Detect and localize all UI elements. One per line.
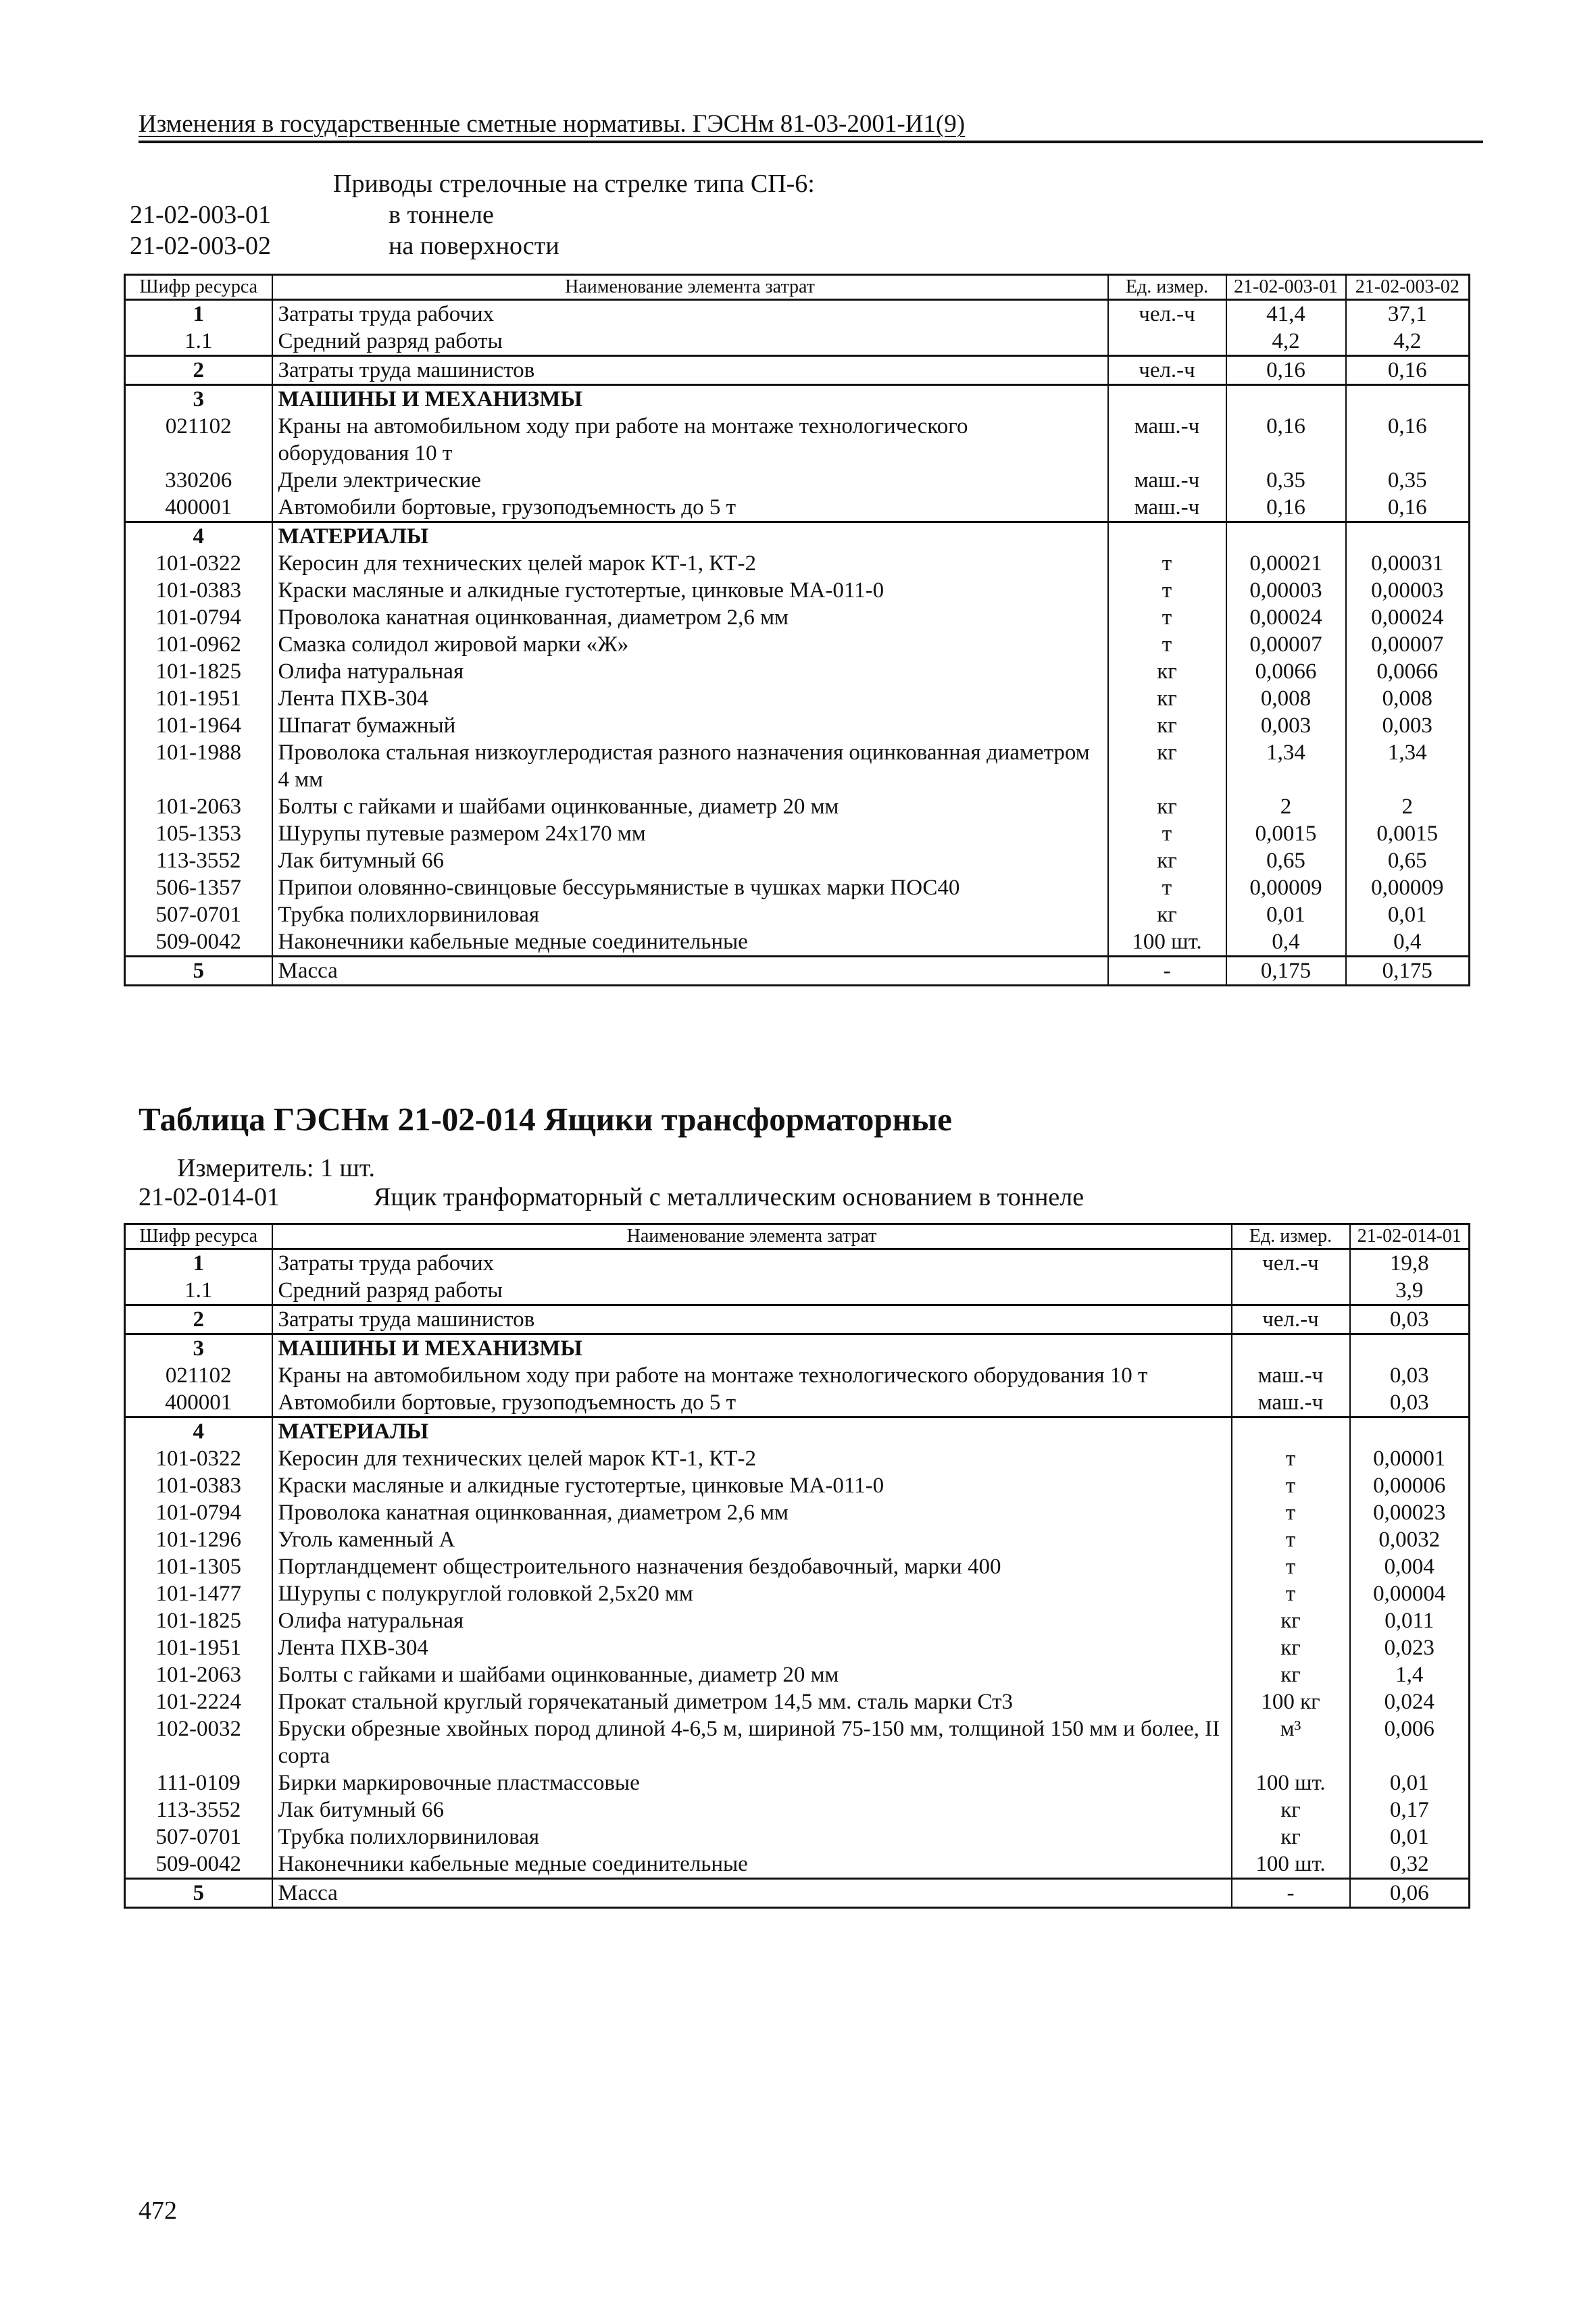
unit-cell: кг bbox=[1108, 739, 1226, 793]
unit-cell: - bbox=[1232, 1879, 1350, 1908]
value-cell-v1: 0,00009 bbox=[1226, 874, 1346, 901]
resource-code-cell: 113-3552 bbox=[125, 847, 272, 874]
cost-element-name-cell: Болты с гайками и шайбами оцинкованные, диаметр 20 мм bbox=[272, 1661, 1232, 1688]
table-row bbox=[125, 467, 1470, 494]
value-cell-v1: 0,32 bbox=[1350, 1851, 1470, 1879]
value-cell-v2: 1,34 bbox=[1346, 739, 1470, 793]
cost-element-name-cell: Лента ПХВ-304 bbox=[272, 1634, 1232, 1661]
value-cell-v1: 0,03 bbox=[1350, 1389, 1470, 1417]
table-row bbox=[125, 413, 1470, 467]
unit-cell: кг bbox=[1232, 1607, 1350, 1634]
value-cell-v1: 0,35 bbox=[1226, 467, 1346, 494]
value-cell-v1: 4,2 bbox=[1226, 328, 1346, 356]
cost-element-name-cell: Затраты труда рабочих bbox=[272, 1249, 1232, 1278]
col-header-unit: Ед. измер. bbox=[1108, 275, 1226, 300]
value-cell-v2: 0,01 bbox=[1346, 901, 1470, 928]
table-row bbox=[125, 1715, 1470, 1769]
cost-element-name-cell: Масса bbox=[272, 1879, 1232, 1908]
cost-element-name-cell: Шурупы с полукруглой головкой 2,5х20 мм bbox=[272, 1580, 1232, 1607]
resource-code-cell: 1 bbox=[125, 300, 272, 328]
table-row bbox=[125, 550, 1470, 577]
unit-cell: кг bbox=[1108, 793, 1226, 820]
value-cell-v1: 0,004 bbox=[1350, 1553, 1470, 1580]
unit-cell: кг bbox=[1108, 712, 1226, 739]
unit-cell: т bbox=[1108, 604, 1226, 631]
cost-element-name-cell: Керосин для технических целей марок КТ-1, КТ-2 bbox=[272, 1445, 1232, 1472]
resource-code-cell: 101-1305 bbox=[125, 1553, 272, 1580]
col-header-v1: 21-02-003-01 bbox=[1226, 275, 1346, 300]
table-row bbox=[125, 1769, 1470, 1796]
table-row bbox=[125, 1417, 1470, 1446]
cost-element-name-cell: МАТЕРИАЛЫ bbox=[272, 1417, 1232, 1446]
cost-element-name-cell: Шпагат бумажный bbox=[272, 712, 1108, 739]
unit-cell: чел.-ч bbox=[1108, 300, 1226, 328]
unit-cell: т bbox=[1232, 1445, 1350, 1472]
resource-code-cell: 101-1296 bbox=[125, 1526, 272, 1553]
value-cell-v1: 0,65 bbox=[1226, 847, 1346, 874]
resource-code-cell: 509-0042 bbox=[125, 928, 272, 957]
value-cell-v2 bbox=[1346, 522, 1470, 551]
resource-code-cell: 1.1 bbox=[125, 328, 272, 356]
unit-cell: кг bbox=[1232, 1634, 1350, 1661]
value-cell-v2: 0,16 bbox=[1346, 356, 1470, 385]
value-cell-v1: 0,16 bbox=[1226, 413, 1346, 467]
unit-cell bbox=[1108, 522, 1226, 551]
unit-cell: т bbox=[1108, 577, 1226, 604]
value-cell-v1: 0,00003 bbox=[1226, 577, 1346, 604]
resource-code-cell: 101-0794 bbox=[125, 1499, 272, 1526]
resource-code-cell: 101-2224 bbox=[125, 1688, 272, 1715]
block1-heading: Приводы стрелочные на стрелке типа СП-6: bbox=[333, 170, 815, 198]
value-cell-v1: 0,03 bbox=[1350, 1362, 1470, 1389]
table-row bbox=[125, 1553, 1470, 1580]
cost-element-name-cell: Краски масляные и алкидные густотертые, цинковые МА-011-0 bbox=[272, 577, 1108, 604]
resource-code-cell: 101-0322 bbox=[125, 550, 272, 577]
value-cell-v1: 2 bbox=[1226, 793, 1346, 820]
table-row bbox=[125, 356, 1470, 385]
value-cell-v2: 0,175 bbox=[1346, 957, 1470, 986]
table-row bbox=[125, 1688, 1470, 1715]
col-header-v2: 21-02-003-02 bbox=[1346, 275, 1470, 300]
cost-element-name-cell: Наконечники кабельные медные соединительные bbox=[272, 1851, 1232, 1879]
cost-element-name-cell: Уголь каменный А bbox=[272, 1526, 1232, 1553]
cost-element-name-cell: МАШИНЫ И МЕХАНИЗМЫ bbox=[272, 1334, 1232, 1363]
unit-cell: чел.-ч bbox=[1232, 1305, 1350, 1334]
value-cell-v2: 0,00009 bbox=[1346, 874, 1470, 901]
resource-code-cell: 400001 bbox=[125, 1389, 272, 1417]
cost-element-name-cell: Болты с гайками и шайбами оцинкованные, диаметр 20 мм bbox=[272, 793, 1108, 820]
value-cell-v1: 0,16 bbox=[1226, 494, 1346, 522]
table-row bbox=[125, 1526, 1470, 1553]
value-cell-v1: 0,008 bbox=[1226, 685, 1346, 712]
table-row bbox=[125, 1796, 1470, 1823]
value-cell-v1: 0,00001 bbox=[1350, 1445, 1470, 1472]
value-cell-v2: 2 bbox=[1346, 793, 1470, 820]
value-cell-v1: 0,0032 bbox=[1350, 1526, 1470, 1553]
table-row bbox=[125, 1305, 1470, 1334]
unit-cell: 100 кг bbox=[1232, 1688, 1350, 1715]
block1-code-2: 21-02-003-02 bbox=[130, 232, 271, 260]
cost-element-name-cell: Лента ПХВ-304 bbox=[272, 685, 1108, 712]
resource-code-cell: 400001 bbox=[125, 494, 272, 522]
unit-cell: чел.-ч bbox=[1108, 356, 1226, 385]
unit-cell: 100 шт. bbox=[1108, 928, 1226, 957]
table-row bbox=[125, 1445, 1470, 1472]
resource-code-cell: 101-1964 bbox=[125, 712, 272, 739]
resource-code-cell: 021102 bbox=[125, 413, 272, 467]
resource-code-cell: 3 bbox=[125, 385, 272, 413]
resource-code-cell: 507-0701 bbox=[125, 901, 272, 928]
value-cell-v1: 0,06 bbox=[1350, 1879, 1470, 1908]
value-cell-v1: 0,01 bbox=[1226, 901, 1346, 928]
cost-element-name-cell: Автомобили бортовые, грузоподъемность до 5 т bbox=[272, 1389, 1232, 1417]
unit-cell bbox=[1108, 328, 1226, 356]
value-cell-v1: 1,4 bbox=[1350, 1661, 1470, 1688]
cost-element-name-cell: Лак битумный 66 bbox=[272, 1796, 1232, 1823]
meter-label: Измеритель: 1 шт. bbox=[177, 1154, 375, 1182]
unit-cell: т bbox=[1108, 874, 1226, 901]
table-row bbox=[125, 300, 1470, 328]
cost-element-name-cell: Краски масляные и алкидные густотертые, цинковые МА-011-0 bbox=[272, 1472, 1232, 1499]
unit-cell bbox=[1232, 1277, 1350, 1305]
unit-cell bbox=[1108, 385, 1226, 413]
resource-code-cell: 101-0383 bbox=[125, 577, 272, 604]
table-row bbox=[125, 522, 1470, 551]
resource-code-cell: 506-1357 bbox=[125, 874, 272, 901]
value-cell-v1: 1,34 bbox=[1226, 739, 1346, 793]
cost-element-name-cell: МАШИНЫ И МЕХАНИЗМЫ bbox=[272, 385, 1108, 413]
table-row bbox=[125, 1472, 1470, 1499]
resource-code-cell: 1.1 bbox=[125, 1277, 272, 1305]
col-header-name: Наименование элемента затрат bbox=[272, 275, 1108, 300]
cost-element-name-cell: Масса bbox=[272, 957, 1108, 986]
resource-code-cell: 101-0322 bbox=[125, 1445, 272, 1472]
unit-cell bbox=[1232, 1417, 1350, 1446]
value-cell-v1 bbox=[1226, 385, 1346, 413]
resource-code-cell: 101-1951 bbox=[125, 685, 272, 712]
block1-code-2-label: на поверхности bbox=[389, 232, 559, 260]
value-cell-v1: 0,0015 bbox=[1226, 820, 1346, 847]
cost-element-name-cell: Трубка полихлорвиниловая bbox=[272, 901, 1108, 928]
block2-code-label: Ящик транформаторный с металлическим основанием в тоннеле bbox=[374, 1183, 1084, 1211]
unit-cell: кг bbox=[1232, 1661, 1350, 1688]
table-row bbox=[125, 901, 1470, 928]
value-cell-v2: 0,00031 bbox=[1346, 550, 1470, 577]
table-row bbox=[125, 1661, 1470, 1688]
table-row bbox=[125, 1634, 1470, 1661]
value-cell-v2: 0,65 bbox=[1346, 847, 1470, 874]
table-row bbox=[125, 712, 1470, 739]
col-header-unit: Ед. измер. bbox=[1232, 1224, 1350, 1249]
value-cell-v1: 0,00024 bbox=[1226, 604, 1346, 631]
resource-code-cell: 101-0794 bbox=[125, 604, 272, 631]
value-cell-v1: 0,4 bbox=[1226, 928, 1346, 957]
value-cell-v1: 0,011 bbox=[1350, 1607, 1470, 1634]
value-cell-v2: 0,008 bbox=[1346, 685, 1470, 712]
unit-cell: чел.-ч bbox=[1232, 1249, 1350, 1278]
cost-element-name-cell: Лак битумный 66 bbox=[272, 847, 1108, 874]
value-cell-v1: 0,16 bbox=[1226, 356, 1346, 385]
value-cell-v1: 0,00006 bbox=[1350, 1472, 1470, 1499]
resource-code-cell: 101-0962 bbox=[125, 631, 272, 658]
cost-element-name-cell: Керосин для технических целей марок КТ-1, КТ-2 bbox=[272, 550, 1108, 577]
unit-cell: т bbox=[1108, 631, 1226, 658]
value-cell-v2: 0,35 bbox=[1346, 467, 1470, 494]
unit-cell: т bbox=[1232, 1553, 1350, 1580]
table-row bbox=[125, 793, 1470, 820]
table-row bbox=[125, 1607, 1470, 1634]
unit-cell: кг bbox=[1232, 1796, 1350, 1823]
unit-cell: - bbox=[1108, 957, 1226, 986]
cost-element-name-cell: Припои оловянно-свинцовые бессурьмянистые в чушках марки ПОС40 bbox=[272, 874, 1108, 901]
value-cell-v2: 0,00024 bbox=[1346, 604, 1470, 631]
table-row bbox=[125, 494, 1470, 522]
value-cell-v1: 0,00004 bbox=[1350, 1580, 1470, 1607]
value-cell-v1: 19,8 bbox=[1350, 1249, 1470, 1278]
cost-element-name-cell: Олифа натуральная bbox=[272, 1607, 1232, 1634]
unit-cell: маш.-ч bbox=[1108, 413, 1226, 467]
value-cell-v1 bbox=[1350, 1334, 1470, 1363]
resource-code-cell: 021102 bbox=[125, 1362, 272, 1389]
cost-element-name-cell: Трубка полихлорвиниловая bbox=[272, 1823, 1232, 1851]
resource-code-cell: 101-1988 bbox=[125, 739, 272, 793]
value-cell-v1: 0,00023 bbox=[1350, 1499, 1470, 1526]
value-cell-v1: 0,01 bbox=[1350, 1769, 1470, 1796]
resource-code-cell: 102-0032 bbox=[125, 1715, 272, 1769]
cost-element-name-cell: Бирки маркировочные пластмассовые bbox=[272, 1769, 1232, 1796]
cost-element-name-cell: Затраты труда машинистов bbox=[272, 356, 1108, 385]
value-cell-v2: 0,16 bbox=[1346, 413, 1470, 467]
resource-code-cell: 101-1477 bbox=[125, 1580, 272, 1607]
resource-code-cell: 101-1951 bbox=[125, 1634, 272, 1661]
col-header-code: Шифр ресурса bbox=[125, 1224, 272, 1249]
resource-code-cell: 4 bbox=[125, 522, 272, 551]
unit-cell: т bbox=[1232, 1472, 1350, 1499]
unit-cell: кг bbox=[1108, 658, 1226, 685]
unit-cell bbox=[1232, 1334, 1350, 1363]
cost-element-name-cell: Шурупы путевые размером 24х170 мм bbox=[272, 820, 1108, 847]
resource-code-cell: 113-3552 bbox=[125, 1796, 272, 1823]
cost-element-name-cell: Прокат стальной круглый горячекатаный диметром 14,5 мм. сталь марки Ст3 bbox=[272, 1688, 1232, 1715]
value-cell-v2: 0,003 bbox=[1346, 712, 1470, 739]
col-header-code: Шифр ресурса bbox=[125, 275, 272, 300]
table-row bbox=[125, 577, 1470, 604]
cost-element-name-cell: Средний разряд работы bbox=[272, 328, 1108, 356]
value-cell-v1: 0,00021 bbox=[1226, 550, 1346, 577]
block1-code-1: 21-02-003-01 bbox=[130, 201, 271, 229]
table-row bbox=[125, 957, 1470, 986]
value-cell-v2 bbox=[1346, 385, 1470, 413]
table-row bbox=[125, 328, 1470, 356]
cost-element-name-cell: Затраты труда рабочих bbox=[272, 300, 1108, 328]
resource-code-cell: 3 bbox=[125, 1334, 272, 1363]
table-row bbox=[125, 658, 1470, 685]
value-cell-v1: 0,03 bbox=[1350, 1305, 1470, 1334]
value-cell-v2: 0,16 bbox=[1346, 494, 1470, 522]
norm-table-1 bbox=[124, 274, 1470, 986]
unit-cell: т bbox=[1232, 1580, 1350, 1607]
value-cell-v1: 0,0066 bbox=[1226, 658, 1346, 685]
resource-code-cell: 507-0701 bbox=[125, 1823, 272, 1851]
table-row bbox=[125, 874, 1470, 901]
resource-code-cell: 101-2063 bbox=[125, 1661, 272, 1688]
unit-cell: т bbox=[1108, 820, 1226, 847]
table-row bbox=[125, 1249, 1470, 1278]
block2-code: 21-02-014-01 bbox=[139, 1183, 280, 1211]
value-cell-v1: 0,023 bbox=[1350, 1634, 1470, 1661]
unit-cell: маш.-ч bbox=[1232, 1389, 1350, 1417]
resource-code-cell: 105-1353 bbox=[125, 820, 272, 847]
table-header-row bbox=[125, 1224, 1470, 1249]
unit-cell: кг bbox=[1232, 1823, 1350, 1851]
resource-code-cell: 101-1825 bbox=[125, 658, 272, 685]
unit-cell: т bbox=[1108, 550, 1226, 577]
col-header-v1: 21-02-014-01 bbox=[1350, 1224, 1470, 1249]
table-row bbox=[125, 1823, 1470, 1851]
value-cell-v1: 41,4 bbox=[1226, 300, 1346, 328]
cost-element-name-cell: Наконечники кабельные медные соединительные bbox=[272, 928, 1108, 957]
value-cell-v1: 0,175 bbox=[1226, 957, 1346, 986]
resource-code-cell: 2 bbox=[125, 1305, 272, 1334]
unit-cell: т bbox=[1232, 1499, 1350, 1526]
cost-element-name-cell: Краны на автомобильном ходу при работе на монтаже технологического оборудования 10 т bbox=[272, 413, 1108, 467]
table-row bbox=[125, 1879, 1470, 1908]
value-cell-v2: 0,00007 bbox=[1346, 631, 1470, 658]
resource-code-cell: 101-2063 bbox=[125, 793, 272, 820]
cost-element-name-cell: Дрели электрические bbox=[272, 467, 1108, 494]
value-cell-v1: 0,17 bbox=[1350, 1796, 1470, 1823]
unit-cell: м³ bbox=[1232, 1715, 1350, 1769]
unit-cell: 100 шт. bbox=[1232, 1851, 1350, 1879]
value-cell-v1: 0,003 bbox=[1226, 712, 1346, 739]
unit-cell: 100 шт. bbox=[1232, 1769, 1350, 1796]
unit-cell: маш.-ч bbox=[1108, 467, 1226, 494]
table-row bbox=[125, 1334, 1470, 1363]
value-cell-v1: 0,024 bbox=[1350, 1688, 1470, 1715]
table-row bbox=[125, 1362, 1470, 1389]
cost-element-name-cell: Бруски обрезные хвойных пород длиной 4-6,5 м, шириной 75-150 мм, толщиной 150 мм и более, II сорта bbox=[272, 1715, 1232, 1769]
table-row bbox=[125, 847, 1470, 874]
value-cell-v2: 0,0066 bbox=[1346, 658, 1470, 685]
resource-code-cell: 5 bbox=[125, 957, 272, 986]
cost-element-name-cell: Проволока канатная оцинкованная, диаметром 2,6 мм bbox=[272, 1499, 1232, 1526]
col-header-name: Наименование элемента затрат bbox=[272, 1224, 1232, 1249]
table-row bbox=[125, 1277, 1470, 1305]
table-row bbox=[125, 1851, 1470, 1879]
running-header-text: Изменения в государственные сметные нормативы. ГЭСНм 81-03-2001-И1(9) bbox=[139, 110, 966, 138]
table-row bbox=[125, 928, 1470, 957]
resource-code-cell: 4 bbox=[125, 1417, 272, 1446]
norm-table-2 bbox=[124, 1223, 1470, 1909]
value-cell-v2: 0,4 bbox=[1346, 928, 1470, 957]
resource-code-cell: 101-0383 bbox=[125, 1472, 272, 1499]
table-row bbox=[125, 385, 1470, 413]
cost-element-name-cell: МАТЕРИАЛЫ bbox=[272, 522, 1108, 551]
cost-element-name-cell: Смазка солидол жировой марки «Ж» bbox=[272, 631, 1108, 658]
value-cell-v1 bbox=[1350, 1417, 1470, 1446]
table-title: Таблица ГЭСНм 21-02-014 Ящики трансформаторные bbox=[139, 1101, 952, 1138]
table-row bbox=[125, 685, 1470, 712]
resource-code-cell: 509-0042 bbox=[125, 1851, 272, 1879]
table-row bbox=[125, 1580, 1470, 1607]
table-row bbox=[125, 1499, 1470, 1526]
value-cell-v1 bbox=[1226, 522, 1346, 551]
resource-code-cell: 101-1825 bbox=[125, 1607, 272, 1634]
cost-element-name-cell: Проволока стальная низкоуглеродистая разного назначения оцинкованная диаметром 4 мм bbox=[272, 739, 1108, 793]
unit-cell: маш.-ч bbox=[1232, 1362, 1350, 1389]
cost-element-name-cell: Портландцемент общестроительного назначения бездобавочный, марки 400 bbox=[272, 1553, 1232, 1580]
value-cell-v1: 3,9 bbox=[1350, 1277, 1470, 1305]
cost-element-name-cell: Проволока канатная оцинкованная, диаметром 2,6 мм bbox=[272, 604, 1108, 631]
cost-element-name-cell: Олифа натуральная bbox=[272, 658, 1108, 685]
cost-element-name-cell: Автомобили бортовые, грузоподъемность до 5 т bbox=[272, 494, 1108, 522]
table-row bbox=[125, 631, 1470, 658]
unit-cell: маш.-ч bbox=[1108, 494, 1226, 522]
resource-code-cell: 111-0109 bbox=[125, 1769, 272, 1796]
value-cell-v2: 4,2 bbox=[1346, 328, 1470, 356]
unit-cell: кг bbox=[1108, 847, 1226, 874]
page-number: 472 bbox=[139, 2196, 177, 2225]
cost-element-name-cell: Затраты труда машинистов bbox=[272, 1305, 1232, 1334]
value-cell-v1: 0,01 bbox=[1350, 1823, 1470, 1851]
table-header-row bbox=[125, 275, 1470, 300]
resource-code-cell: 1 bbox=[125, 1249, 272, 1278]
resource-code-cell: 2 bbox=[125, 356, 272, 385]
table-row bbox=[125, 604, 1470, 631]
unit-cell: кг bbox=[1108, 685, 1226, 712]
table-row bbox=[125, 820, 1470, 847]
value-cell-v1: 0,00007 bbox=[1226, 631, 1346, 658]
value-cell-v2: 0,0015 bbox=[1346, 820, 1470, 847]
running-header bbox=[139, 108, 1483, 143]
unit-cell: кг bbox=[1108, 901, 1226, 928]
value-cell-v1: 0,006 bbox=[1350, 1715, 1470, 1769]
block1-code-1-label: в тоннеле bbox=[389, 201, 494, 229]
table-row bbox=[125, 739, 1470, 793]
cost-element-name-cell: Краны на автомобильном ходу при работе на монтаже технологического оборудования 10 т bbox=[272, 1362, 1232, 1389]
value-cell-v2: 37,1 bbox=[1346, 300, 1470, 328]
resource-code-cell: 330206 bbox=[125, 467, 272, 494]
resource-code-cell: 5 bbox=[125, 1879, 272, 1908]
cost-element-name-cell: Средний разряд работы bbox=[272, 1277, 1232, 1305]
table-row bbox=[125, 1389, 1470, 1417]
value-cell-v2: 0,00003 bbox=[1346, 577, 1470, 604]
unit-cell: т bbox=[1232, 1526, 1350, 1553]
